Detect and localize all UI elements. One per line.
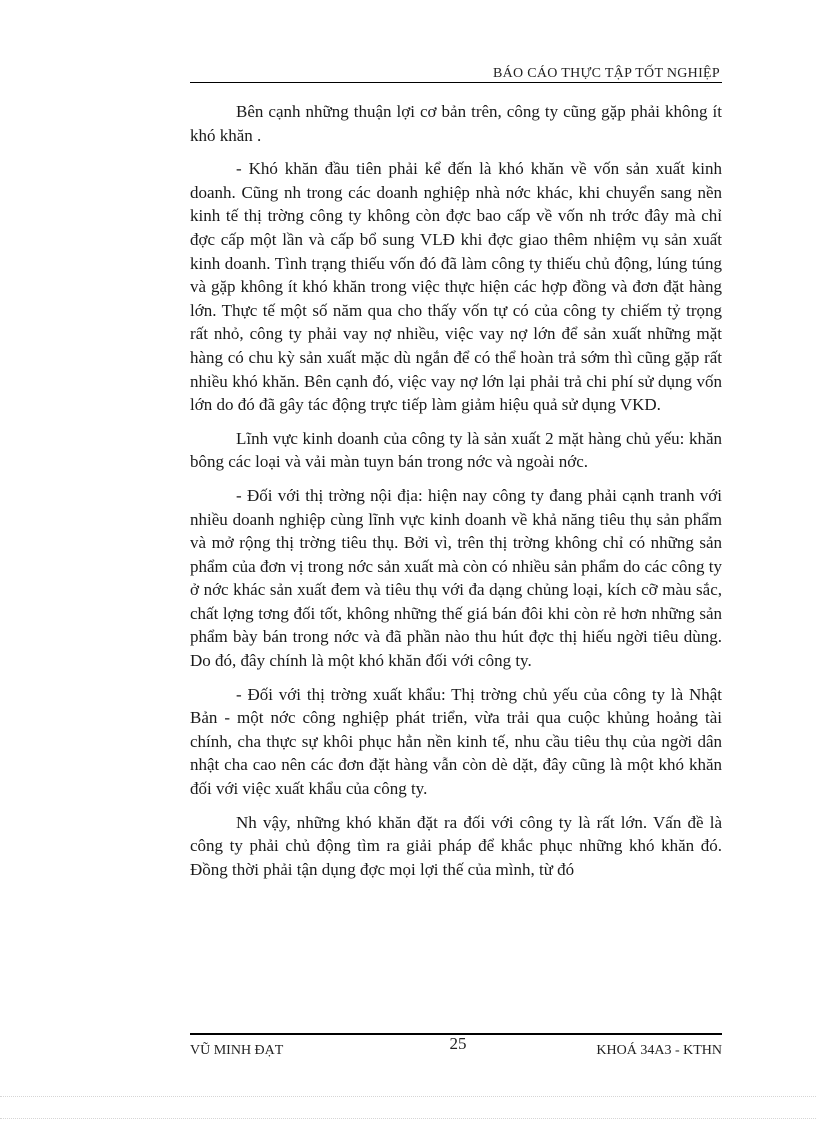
page-edge-divider	[0, 1096, 816, 1097]
paragraph: Nh vậy, những khó khăn đặt ra đối với công ty là rất lớn. Vấn đề là công ty phải chủ động tìm ra giải pháp để khắc phục những khó khăn đó. Đồng thời phải tận dụng đợc mọi lợi thế của mình, từ đó	[190, 812, 722, 879]
paragraph: Lĩnh vực kinh doanh của công ty là sản xuất 2 mặt hàng chủ yếu: khăn bông các loại và vải màn tuyn bán trong nớc và ngoài nớc.	[190, 428, 722, 472]
header-title: BÁO CÁO THỰC TẬP TỐT NGHIỆP	[492, 66, 720, 81]
paragraph: - Khó khăn đầu tiên phải kể đến là khó khăn về vốn sản xuất kinh doanh. Cũng nh trong các doanh nghiệp nhà nớc khác, khi chuyển sang nền kinh tế thị trờng công ty không còn đợc bao cấp về vốn nh trớc đây mà chỉ đợc cấp một lần và cấp bổ sung VLĐ khi đợc giao thêm nhiệm vụ sản xuất kinh doanh. Tình trạng thiếu vốn đó đã làm công ty thiếu chủ động, lúng túng và gặp không ít khó khăn trong việc thực hiện các hợp đồng và đơn đặt hàng lớn. Thực tế một số năm qua cho thấy vốn tự có của công ty chiếm tỷ trọng rất nhỏ, công ty phải vay nợ nhiều, việc vay nợ lớn để sản xuất những mặt hàng có chu kỳ sản xuất mặc dù ngắn để có thể hoàn trả sớm thì cũng gặp rất nhiều khó khăn. Bên cạnh đó, việc vay nợ lớn lại phải trả chi phí sử dụng vốn lớn do đó đã gây tác động trực tiếp làm giảm hiệu quả sử dụng VKD.	[190, 159, 722, 415]
page-number: 25	[449, 1034, 467, 1053]
footer-author: VŨ MINH ĐẠT	[190, 1043, 284, 1058]
paragraph: Bên cạnh những thuận lợi cơ bản trên, công ty cũng gặp phải không ít khó khăn .	[190, 102, 722, 145]
paragraph: - Đối với thị trờng xuất khẩu: Thị trờng chủ yếu của công ty là Nhật Bản - một nớc công nghiệp phát triển, vừa trải qua cuộc khủng hoảng tài chính, cha thực sự khôi phục hẳn nền kinh tế, nhu cầu tiêu thụ của ngời dân nhật cha cao nên các đơn đặt hàng vẫn còn dè dặt, đây cũng là một khó khăn đối với việc xuất khẩu của công ty.	[190, 684, 722, 799]
paragraph: - Đối với thị trờng nội địa: hiện nay công ty đang phải cạnh tranh với nhiều doanh nghiệp cùng lĩnh vực kinh doanh về khả năng tiêu thụ sản phẩm và mở rộng thị trờng tiêu thụ. Bởi vì, trên thị trờng không chỉ có những sản phẩm của đơn vị trong nớc sản xuất mà còn có nhiều sản phẩm do các công ty ở nớc khác sản xuất đem và tiêu thụ với đa dạng chủng loại, kích cỡ màu sắc, chất lợng tơng đối tốt, không những thế giá bán đôi khi còn rẻ hơn những sản phẩm bày bán trong nớc và đã phần nào thu hút đợc thị hiếu ngời tiêu dùng. Do đó, đây chính là một khó khăn đối với công ty.	[190, 485, 722, 671]
page-header	[190, 64, 722, 83]
page-edge-divider	[0, 1118, 816, 1119]
document-body	[190, 100, 722, 891]
footer-class: KHOÁ 34A3 - KTHN	[596, 1043, 722, 1058]
